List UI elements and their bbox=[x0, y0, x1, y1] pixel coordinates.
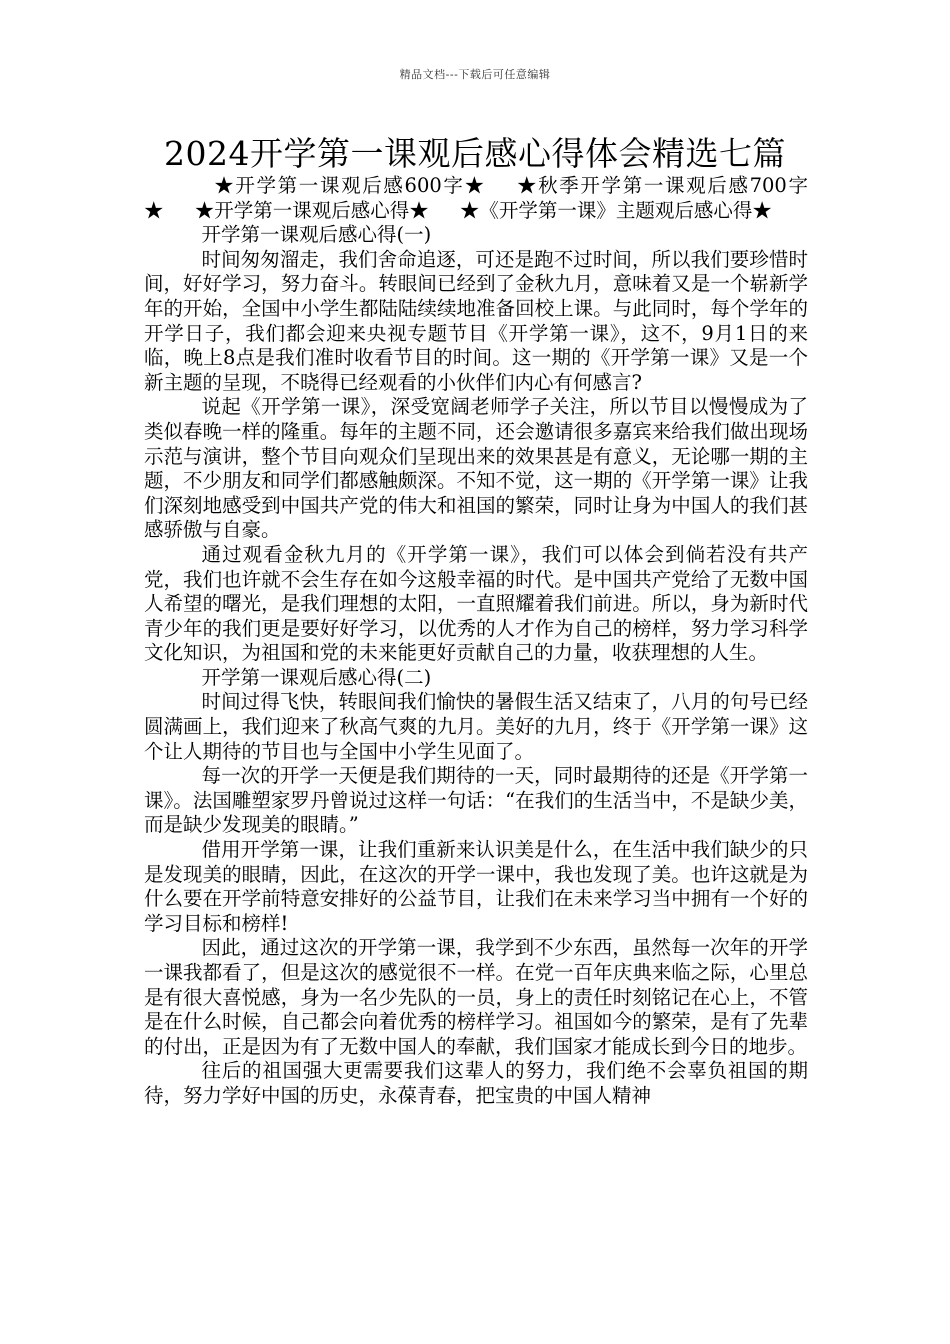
paragraph: 时间过得飞快，转眼间我们愉快的暑假生活又结束了，八月的句号已经圆满画上，我们迎来了秋高气爽的九月。美好的九月，终于《开学第一课》这个让人期待的节目也与全国中小学生见面了。 bbox=[144, 690, 808, 763]
section-heading-2: 开学第一课观后感心得(二) bbox=[201, 665, 432, 689]
page-title: 2024开学第一课观后感心得体会精选七篇 bbox=[164, 134, 786, 173]
paragraph: 通过观看金秋九月的《开学第一课》，我们可以体会到倘若没有共产党，我们也许就不会生存在如今这般幸福的时代。是中国共产党给了无数中国人希望的曙光，是我们理想的太阳，一直照耀着我们前进。所以，身为新时代青少年的我们更是要好好学习，以优秀的人才作为自己的榜样，努力学习科学文化知识，为祖国和党的未来能更好贡献自己的力量，收获理想的人生。 bbox=[144, 542, 808, 665]
paragraph: 时间匆匆溜走，我们舍命追逐，可还是跑不过时间，所以我们要珍惜时间，好好学习，努力奋斗。转眼间已经到了金秋九月，意味着又是一个崭新学年的开始，全国中小学生都陆陆续续地准备回校上课。与此同时，每个学年的开学日子，我们都会迎来央视专题节目《开学第一课》，这不，9月1日的来临，晚上8点是我们准时收看节目的时间。这一期的《开学第一课》又是一个新主题的呈现，不晓得已经观看的小伙伴们内心有何感言? bbox=[144, 247, 808, 394]
paragraph: 说起《开学第一课》，深受宽阔老师学子关注，所以节目以慢慢成为了类似春晚一样的隆重。每年的主题不同，还会邀请很多嘉宾来给我们做出现场示范与演讲，整个节目向观众们呈现出来的效果甚是有意义，无论哪一期的主题，不少朋友和同学们都感触颇深。不知不觉，这一期的《开学第一课》让我们深刻地感受到中国共产党的伟大和祖国的繁荣，同时让身为中国人的我们甚感骄傲与自豪。 bbox=[144, 395, 808, 542]
header-note: 精品文档---下载后可任意编辑 bbox=[399, 68, 551, 81]
document-body bbox=[144, 174, 808, 1109]
paragraph: 每一次的开学一天便是我们期待的一天，同时最期待的还是《开学第一课》。法国雕塑家罗丹曾说过这样一句话：“在我们的生活当中，不是缺少美，而是缺少发现美的眼睛。” bbox=[144, 764, 808, 837]
section-heading-1: 开学第一课观后感心得(一) bbox=[201, 223, 432, 247]
related-link-2[interactable]: ★秋季开学第一课观后感700字★ bbox=[144, 174, 808, 222]
related-link-4[interactable]: ★《开学第一课》主题观后感心得★ bbox=[459, 198, 772, 222]
related-link-1[interactable]: ★开学第一课观后感600字★ bbox=[214, 174, 486, 197]
related-link-3[interactable]: ★开学第一课观后感心得★ bbox=[194, 198, 429, 222]
related-links bbox=[144, 174, 808, 223]
paragraph: 借用开学第一课，让我们重新来认识美是什么，在生活中我们缺少的只是发现美的眼睛，因此，在这次的开学一课中，我也发现了美。也许这就是为什么要在开学前特意安排好的公益节目，让我们在未来学习当中拥有一个好的学习目标和榜样! bbox=[144, 838, 808, 935]
paragraph: 往后的祖国强大更需要我们这辈人的努力，我们绝不会辜负祖国的期待，努力学好中国的历史，永葆青春，把宝贵的中国人精神 bbox=[144, 1059, 808, 1107]
paragraph: 因此，通过这次的开学第一课，我学到不少东西，虽然每一次年的开学一课我都看了，但是这次的感觉很不一样。在党一百年庆典来临之际，心里总是有很大喜悦感，身为一名少先队的一员，身上的责任时刻铭记在心上，不管是在什么时候，自己都会向着优秀的榜样学习。祖国如今的繁荣，是有了先辈的付出，正是因为有了无数中国人的奉献，我们国家才能成长到今日的地步。 bbox=[144, 936, 808, 1058]
